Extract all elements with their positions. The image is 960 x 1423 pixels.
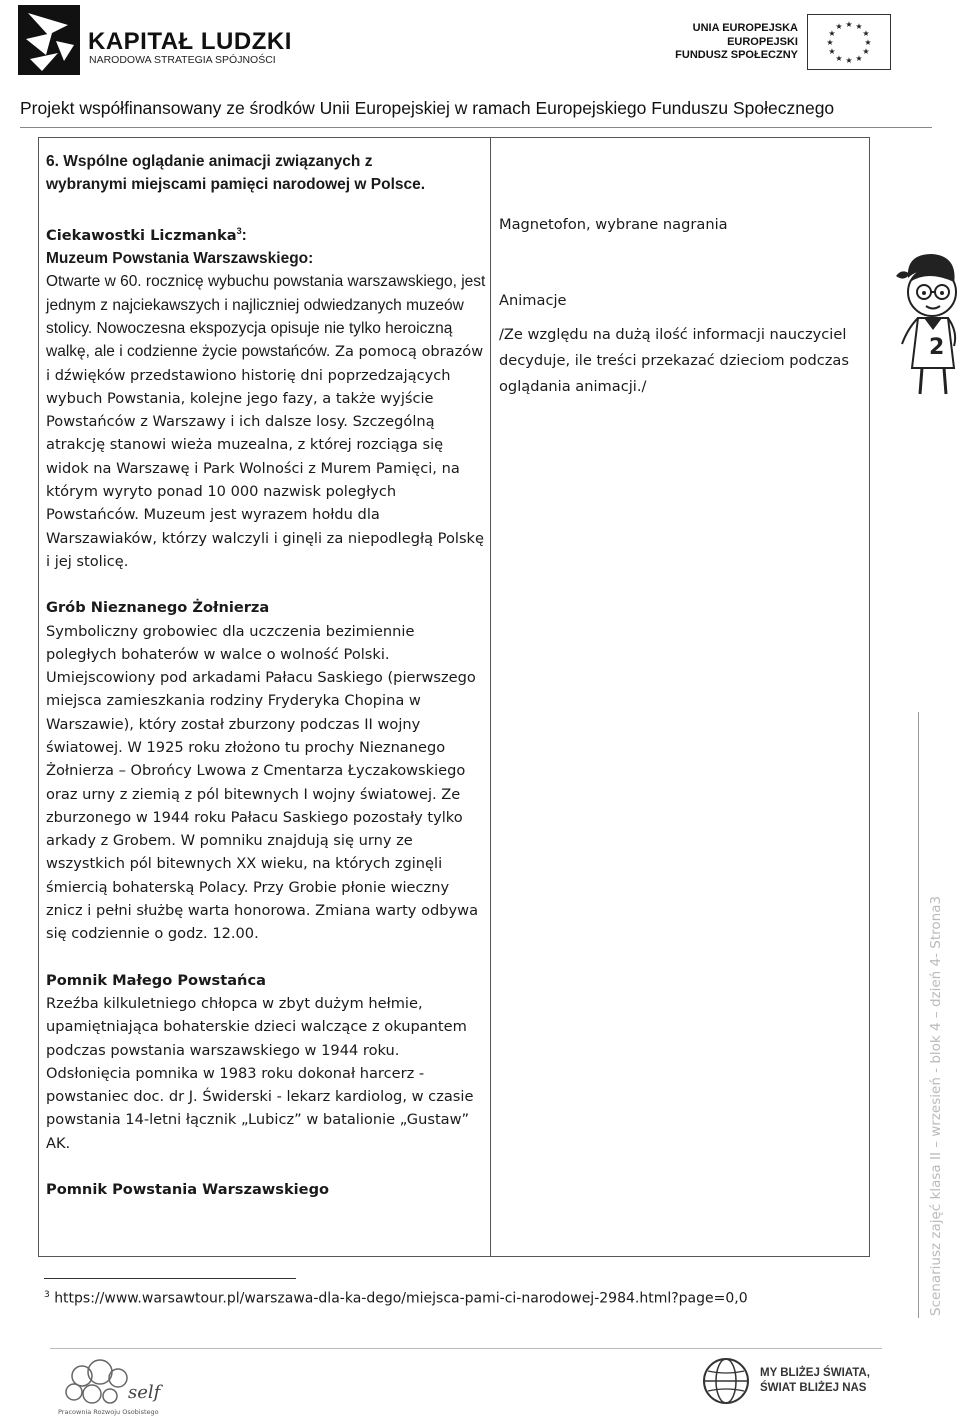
svg-text:★: ★ — [862, 29, 870, 38]
mascot-number: 2 — [929, 335, 945, 360]
footnote-url[interactable]: https://www.warsawtour.pl/warszawa-dla-ka-dego/miejsca-pami-ci-narodowej-2984.html?page=0,0 — [54, 1290, 748, 1307]
muzeum-description-part1: Otwarte w 60. rocznicę wybuchu powstania warszawskiego, jest jednym z najciekawszych i najliczniej odwiedzanych muzeów stolicy. Nowoczesna ekspozycja opisuje nie tylko heroiczną walkę, ale i codzienne życie powstańców. — [46, 273, 486, 361]
animacje-text: Animacje — [499, 292, 567, 309]
side-divider — [918, 712, 919, 1318]
pomnik-powstania-title: Pomnik Powstania Warszawskiego — [46, 1181, 330, 1199]
muzeum-title: Muzeum Powstania Warszawskiego: — [46, 250, 314, 268]
svg-text:★: ★ — [862, 47, 870, 56]
self-logo-text: self — [128, 1382, 161, 1403]
ciekawostki-colon: : — [241, 226, 247, 244]
footnote-ref: 3 — [236, 225, 242, 236]
activity-heading-line2: wybranymi miejscami pamięci narodowej w Polsce. — [46, 176, 426, 194]
svg-text:★: ★ — [845, 56, 853, 65]
eu-label-line1: UNIA EUROPEJSKA — [692, 22, 798, 34]
self-logo-icon — [52, 1354, 172, 1418]
svg-text:★: ★ — [835, 54, 843, 63]
kapital-ludzki-title: KAPITAŁ LUDZKI — [88, 28, 292, 55]
svg-text:★: ★ — [828, 47, 836, 56]
table-column-divider — [490, 137, 491, 1257]
eu-flag-icon — [807, 14, 891, 70]
materials-column — [499, 212, 859, 400]
kapital-ludzki-subtitle: NARODOWA STRATEGIA SPÓJNOŚCI — [89, 54, 276, 66]
eu-label-line3: FUNDUSZ SPOŁECZNY — [675, 49, 798, 61]
footnote-divider — [44, 1278, 296, 1279]
muzeum-description-part2: Za pomocą obrazów i dźwięków przedstawiono historię dni poprzedzających wybuch Powstania, kolejne jego fazy, a także wyjście Powstańców z Warszawy i ich dalsze losy. Szczególną atrakcję stanowi wieża muzealna, z której rozciąga się widok na Warszawę i Park Wolności z Murem Pamięci, na którym wyryto ponad 10 000 nazwisk poległych Powstańców. Muzeum jest wyrazem hołdu dla Warszawiaków, którzy walczyli i ginęli za niepodległą Polskę i jej stolicę. — [46, 343, 484, 570]
activity-heading-line1: 6. Wspólne oglądanie animacji związanych z — [46, 153, 373, 170]
world-slogan-line1: MY BLIŻEJ ŚWIATA, — [760, 1367, 870, 1379]
kapital-ludzki-logo — [18, 5, 80, 75]
teacher-note: /Ze względu na dużą ilość informacji nauczyciel decyduje, ile treści przekazać dzieciom podczas oglądania animacji./ — [499, 326, 849, 395]
footnote-number: 3 — [44, 1290, 50, 1300]
eu-label-line2: EUROPEJSKI — [727, 35, 798, 48]
footnote — [44, 1290, 748, 1307]
header-divider — [20, 127, 932, 128]
muzeum-description — [46, 270, 486, 573]
eu-label — [620, 22, 798, 63]
svg-text:★: ★ — [826, 38, 834, 47]
svg-text:★: ★ — [845, 20, 853, 29]
svg-text:★: ★ — [835, 22, 843, 31]
pomnik-malego-powstanca-title: Pomnik Małego Powstańca — [46, 971, 266, 989]
materials-text: Magnetofon, wybrane nagrania — [499, 216, 728, 233]
self-caption: Pracownia Rozwoju Osobistego — [58, 1408, 159, 1416]
svg-text:★: ★ — [828, 29, 836, 38]
mascot-girl-icon — [888, 248, 960, 400]
svg-text:★: ★ — [864, 38, 872, 47]
side-page-info: Scenariusz zajęć klasa II – wrzesień - blok 4 – dzień 4- Strona3 — [928, 895, 944, 1316]
lesson-content-column — [46, 150, 486, 1201]
project-cofinancing-line: Projekt współfinansowany ze środków Unii Europejskiej w ramach Europejskiego Funduszu Społecznego — [20, 98, 835, 118]
footer-divider — [50, 1348, 882, 1349]
grob-description: Symboliczny grobowiec dla uczczenia bezimiennie poległych bohaterów w walce o wolność Polski. Umiejscowiony pod arkadami Pałacu Saskiego (pierwszego miejsca zamieszkania rodziny Fryderyka Chopina w Warszawie), który został zburzony podczas II wojny światowej. W 1925 roku złożono tu prochy Nieznanego Żołnierza – Obrońcy Lwowa z Cmentarza Łyczakowskiego oraz urny z ziemią z pól bitewnych I wojny światowej. Ze zburzonego w 1944 roku Pałacu Saskiego pozostały tylko arkady z Grobem. W pomniku znajdują się urny ze wszystkich pól bitewnych XX wieku, na których zginęli śmiercią bohaterską Polacy. Przy Grobie płonie wieczny znicz i pełni służbę warta honorowa. Zmiana warty odbywa się codziennie o godz. 12.00. — [46, 622, 479, 943]
ciekawostki-heading — [46, 220, 486, 247]
grob-title: Grób Nieznanego Żołnierza — [46, 599, 270, 617]
world-logo-icon — [700, 1355, 752, 1407]
svg-text:★: ★ — [855, 22, 863, 31]
svg-text:★: ★ — [855, 54, 863, 63]
world-slogan-line2: ŚWIAT BLIŻEJ NAS — [760, 1382, 867, 1394]
ciekawostki-label: Ciekawostki Liczmanka — [46, 226, 237, 244]
pomnik-malego-powstanca-description: Rzeźba kilkuletniego chłopca w zbyt dużym hełmie, upamiętniająca bohaterskie dzieci walczące z okupantem podczas powstania warszawskiego w 1944 roku. Odsłonięcia pomnika w 1983 roku dokonał harcerz - powstaniec doc. dr J. Świderski - lekarz kardiolog, w czasie powstania 14-letni łącznik „Lubicz” w batalionie „Gustaw” AK. — [46, 994, 474, 1152]
world-slogan — [760, 1366, 870, 1396]
